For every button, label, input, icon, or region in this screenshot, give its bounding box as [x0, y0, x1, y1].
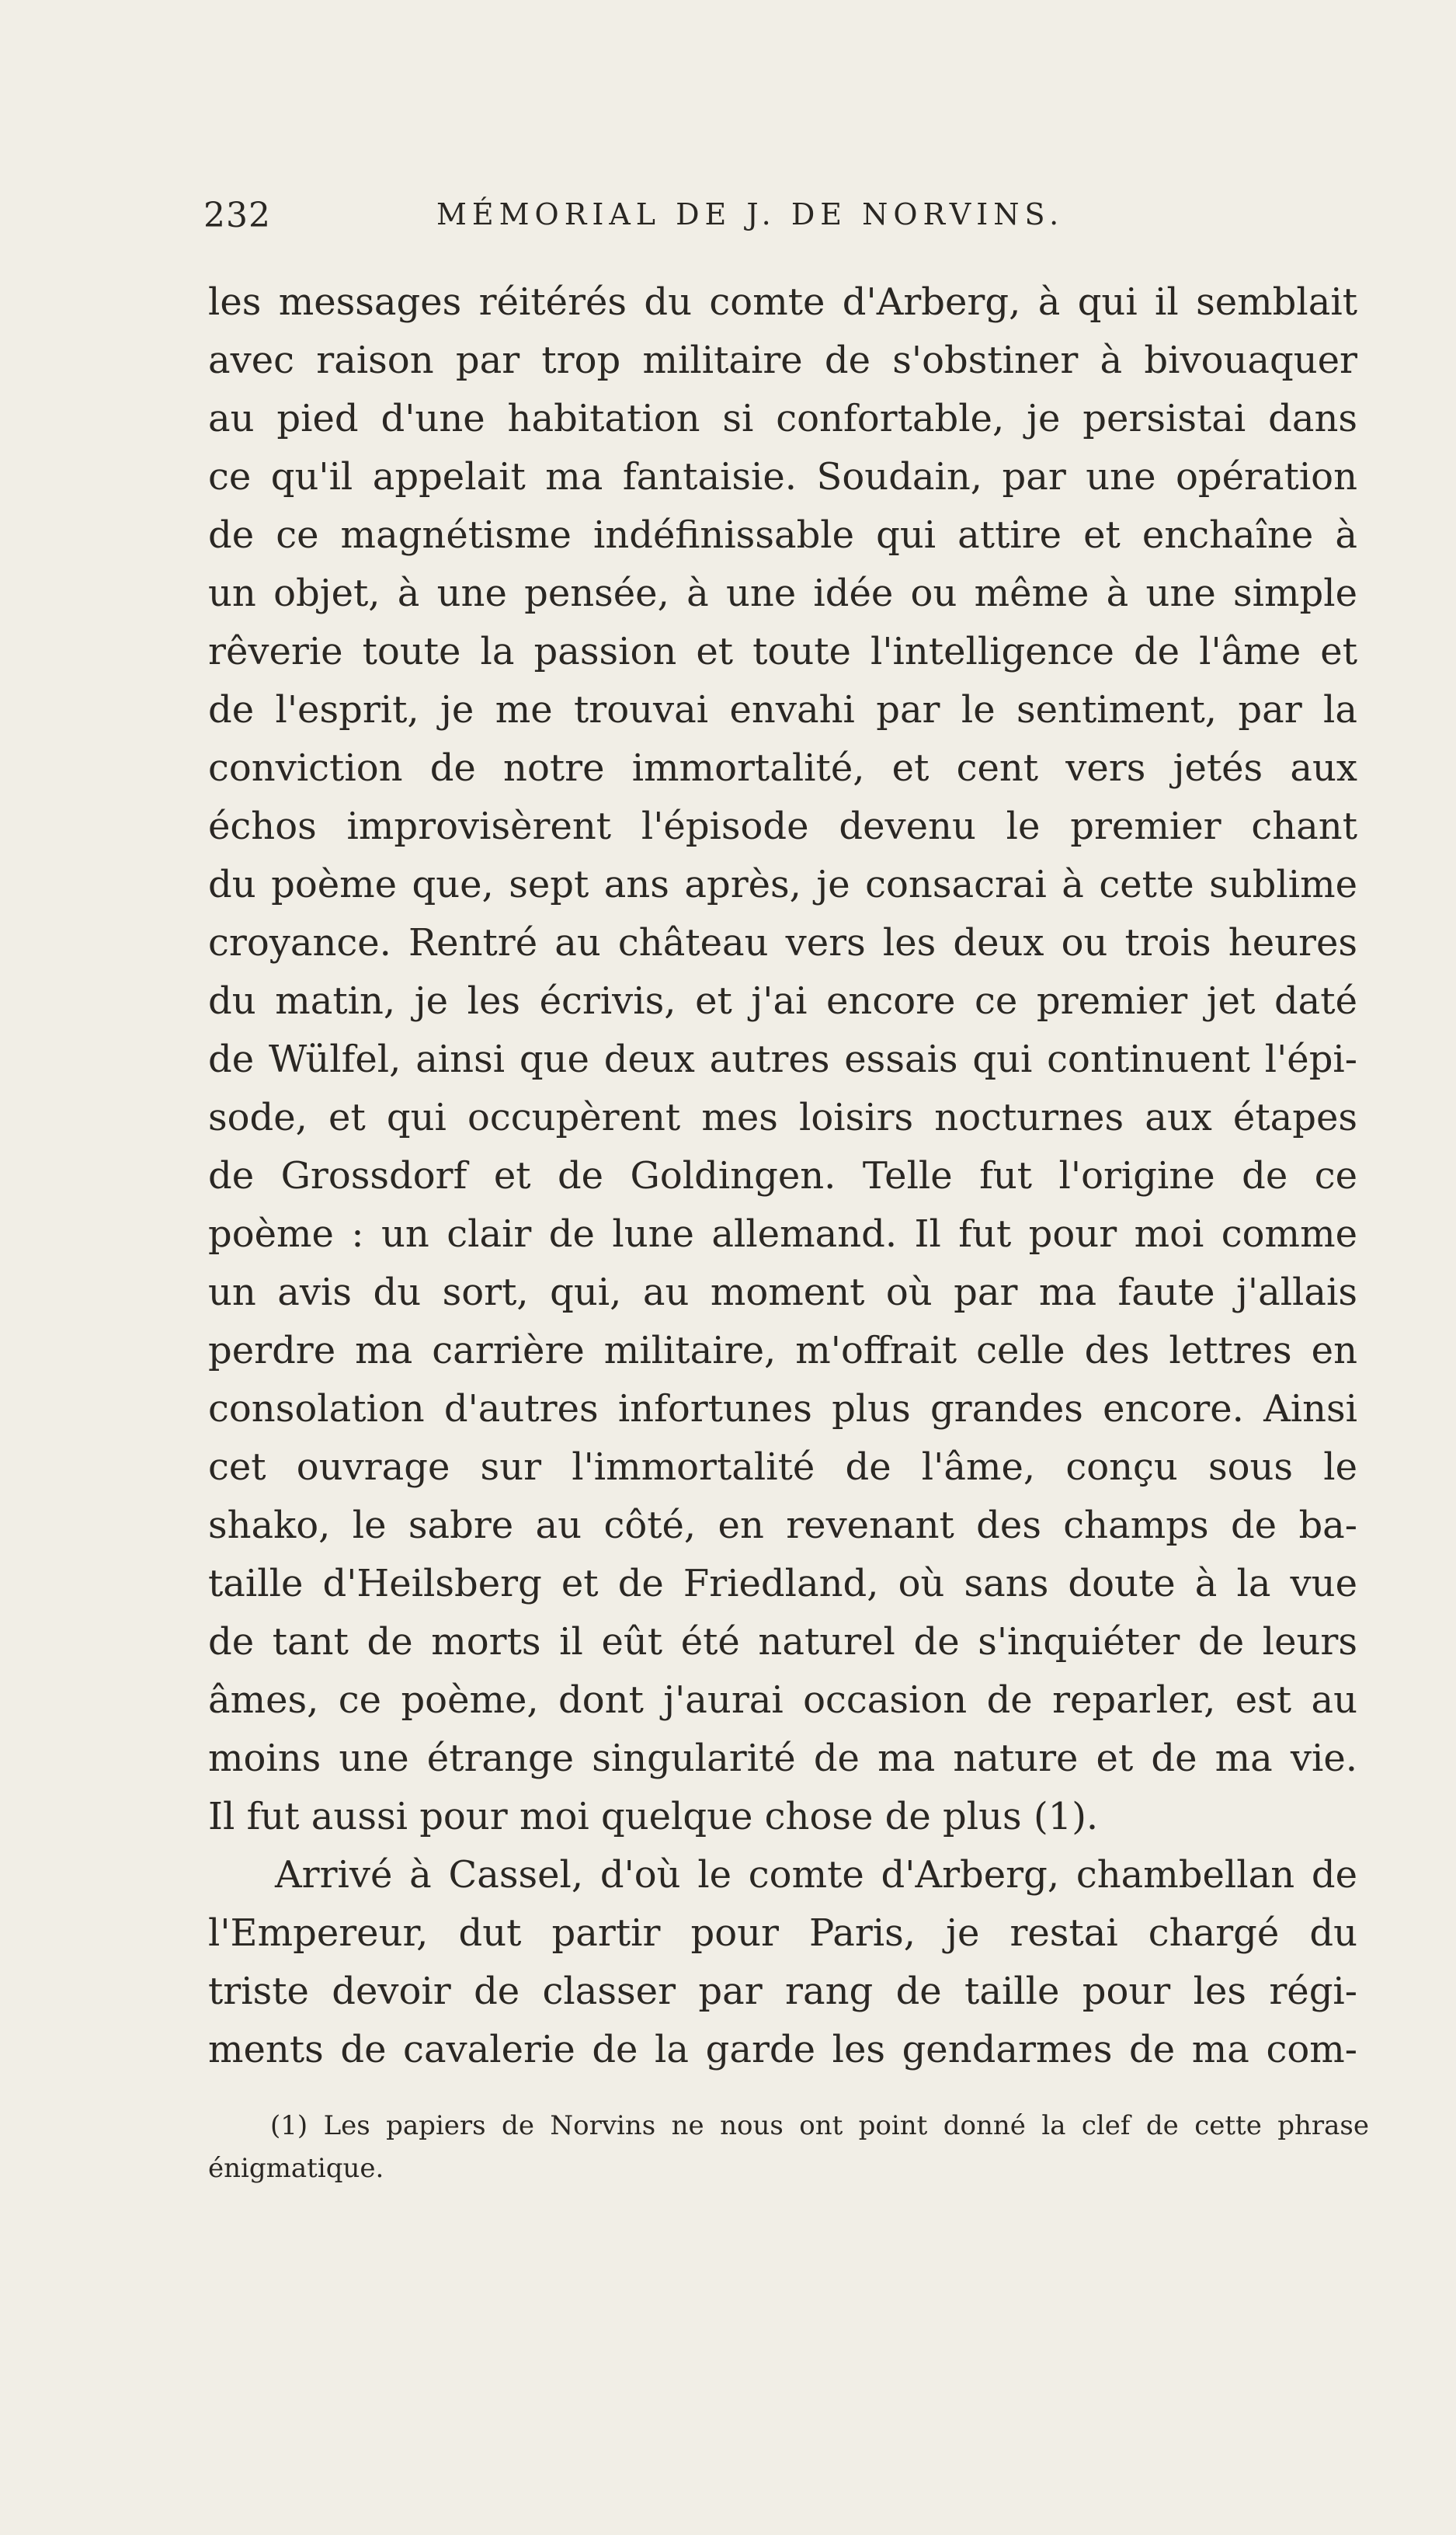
- footnote: [208, 2105, 1369, 2190]
- text-line: un objet, à une pensée, à une idée ou même à une simple: [208, 572, 1357, 615]
- text-line: l'Empereur, dut partir pour Paris, je restai chargé du: [208, 1911, 1357, 1955]
- page-number: 232: [203, 196, 271, 235]
- paragraph-1: [208, 273, 1357, 1846]
- text-line: de Wülfel, ainsi que deux autres essais qui continuent l'épi-: [208, 1038, 1357, 1081]
- text-line: cet ouvrage sur l'immortalité de l'âme, conçu sous le: [208, 1445, 1357, 1489]
- text-line: de ce magnétisme indéfinissable qui attire et enchaîne à: [208, 513, 1357, 557]
- text-line: poème : un clair de lune allemand. Il fut pour moi comme: [208, 1212, 1357, 1256]
- text-line: rêverie toute la passion et toute l'intelligence de l'âme et: [208, 630, 1357, 673]
- footnote-line: (1) Les papiers de Norvins ne nous ont point donné la clef de cette phrase: [270, 2110, 1369, 2141]
- text-line: du poème que, sept ans après, je consacrai à cette sublime: [208, 863, 1357, 906]
- text-line: avec raison par trop militaire de s'obstiner à bivouaquer: [208, 339, 1357, 382]
- text-line: conviction de notre immortalité, et cent vers jetés aux: [208, 746, 1357, 790]
- text-line: échos improvisèrent l'épisode devenu le premier chant: [208, 805, 1357, 848]
- running-title: MÉMORIAL DE J. DE NORVINS.: [436, 197, 1065, 231]
- text-line: ments de cavalerie de la garde les gendarmes de ma com-: [208, 2028, 1357, 2071]
- text-line: du matin, je les écrivis, et j'ai encore ce premier jet daté: [208, 979, 1357, 1023]
- paragraph-2: [208, 1846, 1357, 2079]
- body-text: [208, 273, 1357, 2079]
- text-line: Il fut aussi pour moi quelque chose de plus (1).: [208, 1795, 1099, 1838]
- text-line: taille d'Heilsberg et de Friedland, où sans doute à la vue: [208, 1562, 1357, 1605]
- text-line: de Grossdorf et de Goldingen. Telle fut l'origine de ce: [208, 1154, 1357, 1198]
- text-line: un avis du sort, qui, au moment où par ma faute j'allais: [208, 1271, 1357, 1314]
- running-head: [203, 196, 1151, 242]
- text-line: au pied d'une habitation si confortable, je persistai dans: [208, 397, 1357, 440]
- text-line: croyance. Rentré au château vers les deux ou trois heures: [208, 921, 1357, 965]
- text-line: de tant de morts il eût été naturel de s'inquiéter de leurs: [208, 1620, 1357, 1664]
- text-line: shako, le sabre au côté, en revenant des champs de ba-: [208, 1504, 1357, 1547]
- text-line: sode, et qui occupèrent mes loisirs nocturnes aux étapes: [208, 1096, 1357, 1139]
- footnote-line: énigmatique.: [208, 2153, 384, 2184]
- text-line: les messages réitérés du comte d'Arberg, à qui il semblait: [208, 280, 1357, 324]
- text-line: âmes, ce poème, dont j'aurai occasion de reparler, est au: [208, 1678, 1357, 1722]
- text-line: moins une étrange singularité de ma nature et de ma vie.: [208, 1737, 1357, 1780]
- text-line: perdre ma carrière militaire, m'offrait celle des lettres en: [208, 1329, 1357, 1372]
- text-line: consolation d'autres infortunes plus grandes encore. Ainsi: [208, 1387, 1357, 1431]
- text-line: de l'esprit, je me trouvai envahi par le sentiment, par la: [208, 688, 1357, 732]
- text-line: Arrivé à Cassel, d'où le comte d'Arberg, chambellan de: [275, 1853, 1357, 1897]
- text-line: ce qu'il appelait ma fantaisie. Soudain, par une opération: [208, 455, 1357, 499]
- text-line: triste devoir de classer par rang de taille pour les régi-: [208, 1970, 1357, 2013]
